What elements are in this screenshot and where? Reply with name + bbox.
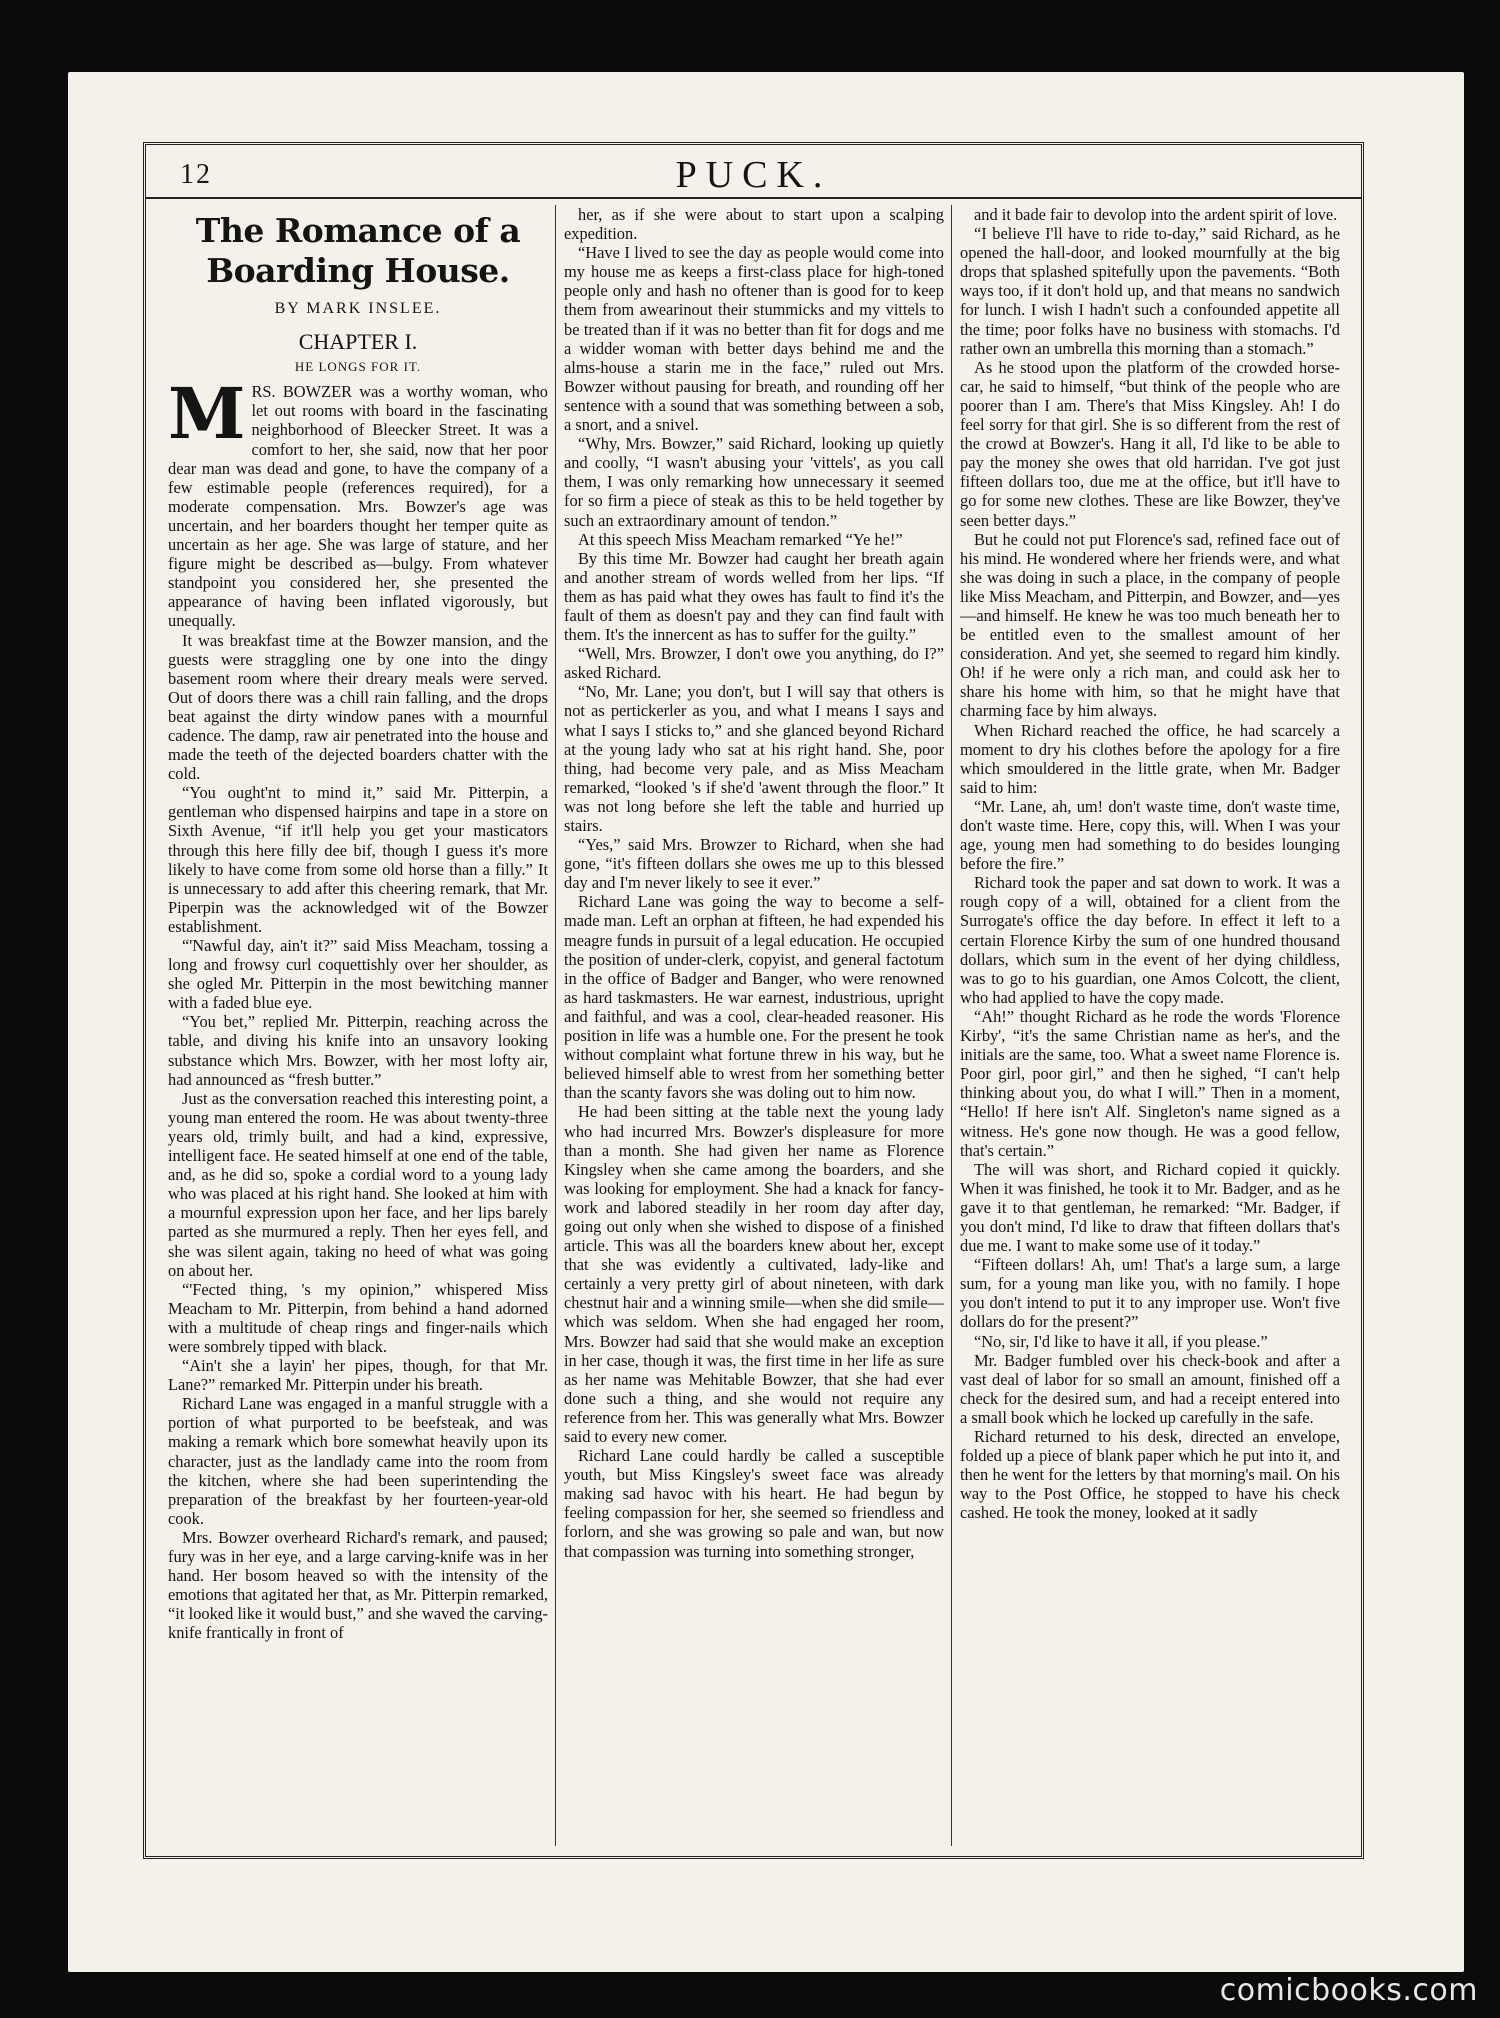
paragraph: At this speech Miss Meacham remarked “Ye he!” xyxy=(578,529,903,549)
article-column-3 xyxy=(960,205,1340,1848)
paragraph: Richard took the paper and sat down to work. It was a rough copy of a will, obtained for a client from the Surrogate's office the day before. In effect it left to a certain Florence Kirby the sum of one hundred thousand dollars, which sum in the event of her dying childless, was to go to his guardian, one Amos Colcott, the client, who had applied to have the copy made. xyxy=(960,873,1340,1007)
paragraph: “Mr. Lane, ah, um! don't waste time, don't waste time, don't waste time. Here, copy this, will. When I was your age, young men had something to do besides lounging before the fire.” xyxy=(960,796,1340,874)
site-watermark: comicbooks.com xyxy=(1219,1973,1478,2008)
page-header xyxy=(146,145,1361,199)
paragraph: Mr. Badger fumbled over his check-book and after a vast deal of labor for so small an amount, finished off a check for the desired sum, and had a receipt entered into a small book which he locked up carefully in the safe. xyxy=(960,1350,1340,1427)
paragraph: “You bet,” replied Mr. Pitterpin, reaching across the table, and diving his knife into an unsavory looking substance which Mrs. Bowzer, with her most lofty air, had announced as “fresh butter.” xyxy=(168,1012,548,1089)
paragraph: By this time Mr. Bowzer had caught her breath again and another stream of words welled from her lips. “If them as has paid what they owes has fault to find it's the fault of them as doesn't pay and they can find fault with them. It's the innercent as has to suffer for the guilty.” xyxy=(564,548,944,645)
article-column-1 xyxy=(168,205,548,1848)
paragraph: Richard Lane was engaged in a manful struggle with a portion of what purported to be beefsteak, and was making a remark which bore somewhat heavily upon its character, just as the landlady came into the room from the kitchen, where she had been superintending the preparation of the breakfast by her fourteen-year-old cook. xyxy=(168,1394,548,1528)
page-frame xyxy=(143,142,1364,1859)
paragraph: When Richard reached the office, he had scarcely a moment to dry his clothes before the apology for a fire which smouldered in the little grate, when Mr. Badger said to him: xyxy=(960,720,1340,797)
masthead-title: PUCK. xyxy=(675,154,832,196)
column-1-text xyxy=(168,372,548,1643)
paragraph: her, as if she were about to start upon a scalping expedition. xyxy=(564,205,944,244)
paragraph: It was breakfast time at the Bowzer mansion, and the guests were straggling one by one into the dingy basement room where their dreary meals were served. Out of doors there was a chill rain falling, and the drops beat against the dirty window panes with a mournful cadence. The damp, raw air penetrated into the house and made the teeth of the dejected boarders chatter with the cold. xyxy=(168,630,548,784)
paragraph: Richard returned to his desk, directed an envelope, folded up a piece of blank paper which he put into it, and then he went for the letters by that morning's mail. On his way to the Post Office, he stopped to have his check cashed. He took the money, looked at it sadly xyxy=(960,1427,1340,1523)
paragraph: “Yes,” said Mrs. Browzer to Richard, when she had gone, “it's fifteen dollars she owes me up to this blessed day and I'm never likely to see it ever.” xyxy=(564,835,944,893)
chapter-heading: CHAPTER I. xyxy=(298,329,418,355)
paragraph: “Fifteen dollars! Ah, um! That's a large sum, a large sum, for a young man like you, with no family. I hope you don't intend to put it to any improper use. Won't five dollars do for the present?” xyxy=(960,1255,1340,1332)
paragraph: Richard Lane could hardly be called a susceptible youth, but Miss Kingsley's sweet face was already making sad havoc with his heart. He had begun by feeling compassion for her, she seemed so friendless and forlorn, and she was growing so pale and wan, but now that compassion was turning into something stronger, xyxy=(564,1446,944,1561)
paragraph: “No, sir, I'd like to have it all, if you please.” xyxy=(974,1331,1268,1351)
article-byline: BY MARK INSLEE. xyxy=(274,300,442,317)
paragraph: As he stood upon the platform of the crowded horse-car, he said to himself, “but think of the people who are poorer than I am. There's that Miss Kingsley. Ah! I do feel sorry for that girl. She is so different from the rest of the crowd at Bowzer's. Hang it all, I'd like to be able to pay the money she owes that old harridan. I've got just fifteen dollars too, due me at the office, but it'll have to go for some new clothes. These are like Bowzer, they've seen better days.” xyxy=(960,357,1340,530)
paragraph: and it bade fair to devolop into the ardent spirit of love. xyxy=(974,205,1338,224)
article-title: The Romance of a Boarding House. xyxy=(195,211,521,290)
paragraph-text: RS. BOWZER was a worthy woman, who let out rooms with board in the fascinating neighborhood of Bleecker Street. It was a comfort to her, she said, now that her poor dear man was dead and gone, to have the company of a few estimable people (references required), for a moderate compensation. Mrs. Bowzer's age was uncertain, and her boarders thought her temper quite as uncertain as her age. She was large of stature, and her figure might be described as—bulgy. From whatever standpoint you considered her, she presented the appearance of having been inflated vigorously, but unequally. xyxy=(168,382,548,631)
paragraph: The will was short, and Richard copied it quickly. When it was finished, he took it to Mr. Badger, and as he gave it to that gentleman, he remarked: “Mr. Badger, if you don't mind, I'd like to draw that fifteen dollars that's due me. I want to make some use of it today.” xyxy=(960,1159,1340,1256)
chapter-subheading: HE LONGS FOR IT. xyxy=(294,359,422,375)
paragraph xyxy=(168,372,548,631)
paragraph: Richard Lane was going the way to become a self-made man. Left an orphan at fifteen, he had expended his meagre funds in pursuit of a legal education. He occupied the position of under-clerk, copyist, and general factotum in the office of Badger and Banger, who were renowned as hard taskmasters. He war earnest, industrious, upright and faithful, and was a cool, clear-headed reasoner. His position in life was a humble one. For the present he took without complaint what fortune threw in his way, but he believed himself able to wrest from her something better than the scanty favors she was doling out to him now. xyxy=(564,892,944,1103)
paragraph: “I believe I'll have to ride to-day,” said Richard, as he opened the hall-door, and looked mournfully at the big drops that splashed spitefully upon the pavements. “Both ways too, if it don't hold up, and that means no sandwich for lunch. I wish I hadn't such a confounded appetite all the time; poor folks have no business with stomachs. I'd rather own an umbrella this morning than a stomach.” xyxy=(960,224,1340,358)
article-column-2 xyxy=(564,205,944,1848)
column-2-text xyxy=(564,205,944,1561)
paragraph: “Well, Mrs. Browzer, I don't owe you anything, do I?” asked Richard. xyxy=(564,644,944,683)
column-rule xyxy=(951,205,952,1846)
drop-cap: M xyxy=(168,372,246,456)
paragraph: “'Nawful day, ain't it?” said Miss Meacham, tossing a long and frowsy curl coquettishly over her shoulder, as she ogled Mr. Pitterpin in the most bewitching manner with a faded blue eye. xyxy=(168,936,548,1013)
column-rule xyxy=(555,205,556,1846)
paragraph: “Have I lived to see the day as people would come into my house me as keeps a first-class place for high-toned people only and hash no oftener than is good for to keep them from awearinout their stummicks and my vittels to be treated than if it was no better than fit for dogs and me a widder woman with better days behind me and the alms-house a starin me in the face,” ruled out Mrs. Bowzer without pausing for breath, and rounding off her sentence with a sound that was something between a sob, a snort, and a snivel. xyxy=(564,243,944,435)
paragraph: “You ought'nt to mind it,” said Mr. Pitterpin, a gentleman who dispensed hairpins and tape in a store on Sixth Avenue, “if it'll help you get your masticators through this here filly dee bif, though I guess it's more likely to have come from some old horse than a filly.” It is unnecessary to add after this cheering remark, that Mr. Piperpin was the acknowledged wit of the Bowzer establishment. xyxy=(168,783,548,936)
column-3-text xyxy=(960,205,1340,1522)
paragraph: Just as the conversation reached this interesting point, a young man entered the room. He was about twenty-three years old, trimly built, and had a kind, expressive, intelligent face. He seated himself at one end of the table, and, as he did so, spoke a cordial word to a young lady who was placed at his right hand. She looked at him with a mournful expression upon her face, and her lips barely parted as she murmured a reply. Then her eyes fell, and she was silent again, taking no heed of what was going on about her. xyxy=(168,1088,548,1280)
paragraph: “'Fected thing, 's my opinion,” whispered Miss Meacham to Mr. Pitterpin, from behind a hand adorned with a multitude of cheap rings and finger-nails which were sombrely tipped with black. xyxy=(168,1279,548,1356)
paragraph: “No, Mr. Lane; you don't, but I will say that others is not as pertickerler as you, and what I means I says and what I says I sticks to,” and she glanced beyond Richard at the young lady who sat at his right hand. She, poor thing, had become very pale, and as Miss Meacham remarked, “looked 's if she'd 'awent through the floor.” It was not long before she left the table and hurried up stairs. xyxy=(564,682,944,835)
page-number: 12 xyxy=(180,159,212,190)
paragraph: “Ah!” thought Richard as he rode the words 'Florence Kirby', “it's the same Christian name as her's, and the initials are the same, too. What a sweet name Florence is. Poor girl, poor girl,” and then he sighed, “I can't help thinking about you, do what I will.” Then in a moment, “Hello! If here isn't Alf. Singleton's name signed as a witness. He's gone now though. He was a good fellow, that's certain.” xyxy=(960,1006,1340,1160)
paragraph: “Why, Mrs. Bowzer,” said Richard, looking up quietly and coolly, “I wasn't abusing your 'vittels', as you call them, I was only remarking how unnecessary it seemed for so firm a piece of steak as this to be held together by such an extraordinary amount of tendon.” xyxy=(564,434,944,530)
paragraph: Mrs. Bowzer overheard Richard's remark, and paused; fury was in her eye, and a large carving-knife was in her hand. Her bosom heaved so with the intensity of the emotions that agitated her that, as Mr. Pitterpin remarked, “it looked like it would bust,” and she waved the carving-knife frantically in front of xyxy=(168,1527,548,1643)
paragraph: “Ain't she a layin' her pipes, though, for that Mr. Lane?” remarked Mr. Pitterpin under his breath. xyxy=(168,1356,548,1395)
paragraph: But he could not put Florence's sad, refined face out of his mind. He wondered where her friends were, and what she was doing in such a place, in the company of people like Miss Meacham, and Pitterpin, and Bowzer, and—yes—and himself. He knew he was too much beneath her to be entitled even to the smallest amount of her consideration. And yet, she seemed to regard him kindly. Oh! if he were only a rich man, and could ask her to share his home with him, so that he might have that charming face by him always. xyxy=(960,529,1340,721)
paragraph: He had been sitting at the table next the young lady who had incurred Mrs. Bowzer's displeasure for more than a month. She had given her name as Florence Kingsley when she came among the boarders, and she was looking for employment. She had a knack for fancy-work and labored steadily in her room day after day, going out only when she wished to dispose of a finished article. This was all the boarders knew about her, except that she was evidently a cultivated, lady-like and certainly a very pretty girl of about nineteen, with dark chestnut hair and a winning smile—when she did smile—which was seldom. When she had engaged her room, Mrs. Bowzer had said that she would make an exception in her case, though it was, the first time in her life as sure as her name was Mehitable Bowzer, that she had ever done such a thing, and she would not require any reference from her. This was generally what Mrs. Bowzer said to every new comer. xyxy=(564,1102,944,1446)
